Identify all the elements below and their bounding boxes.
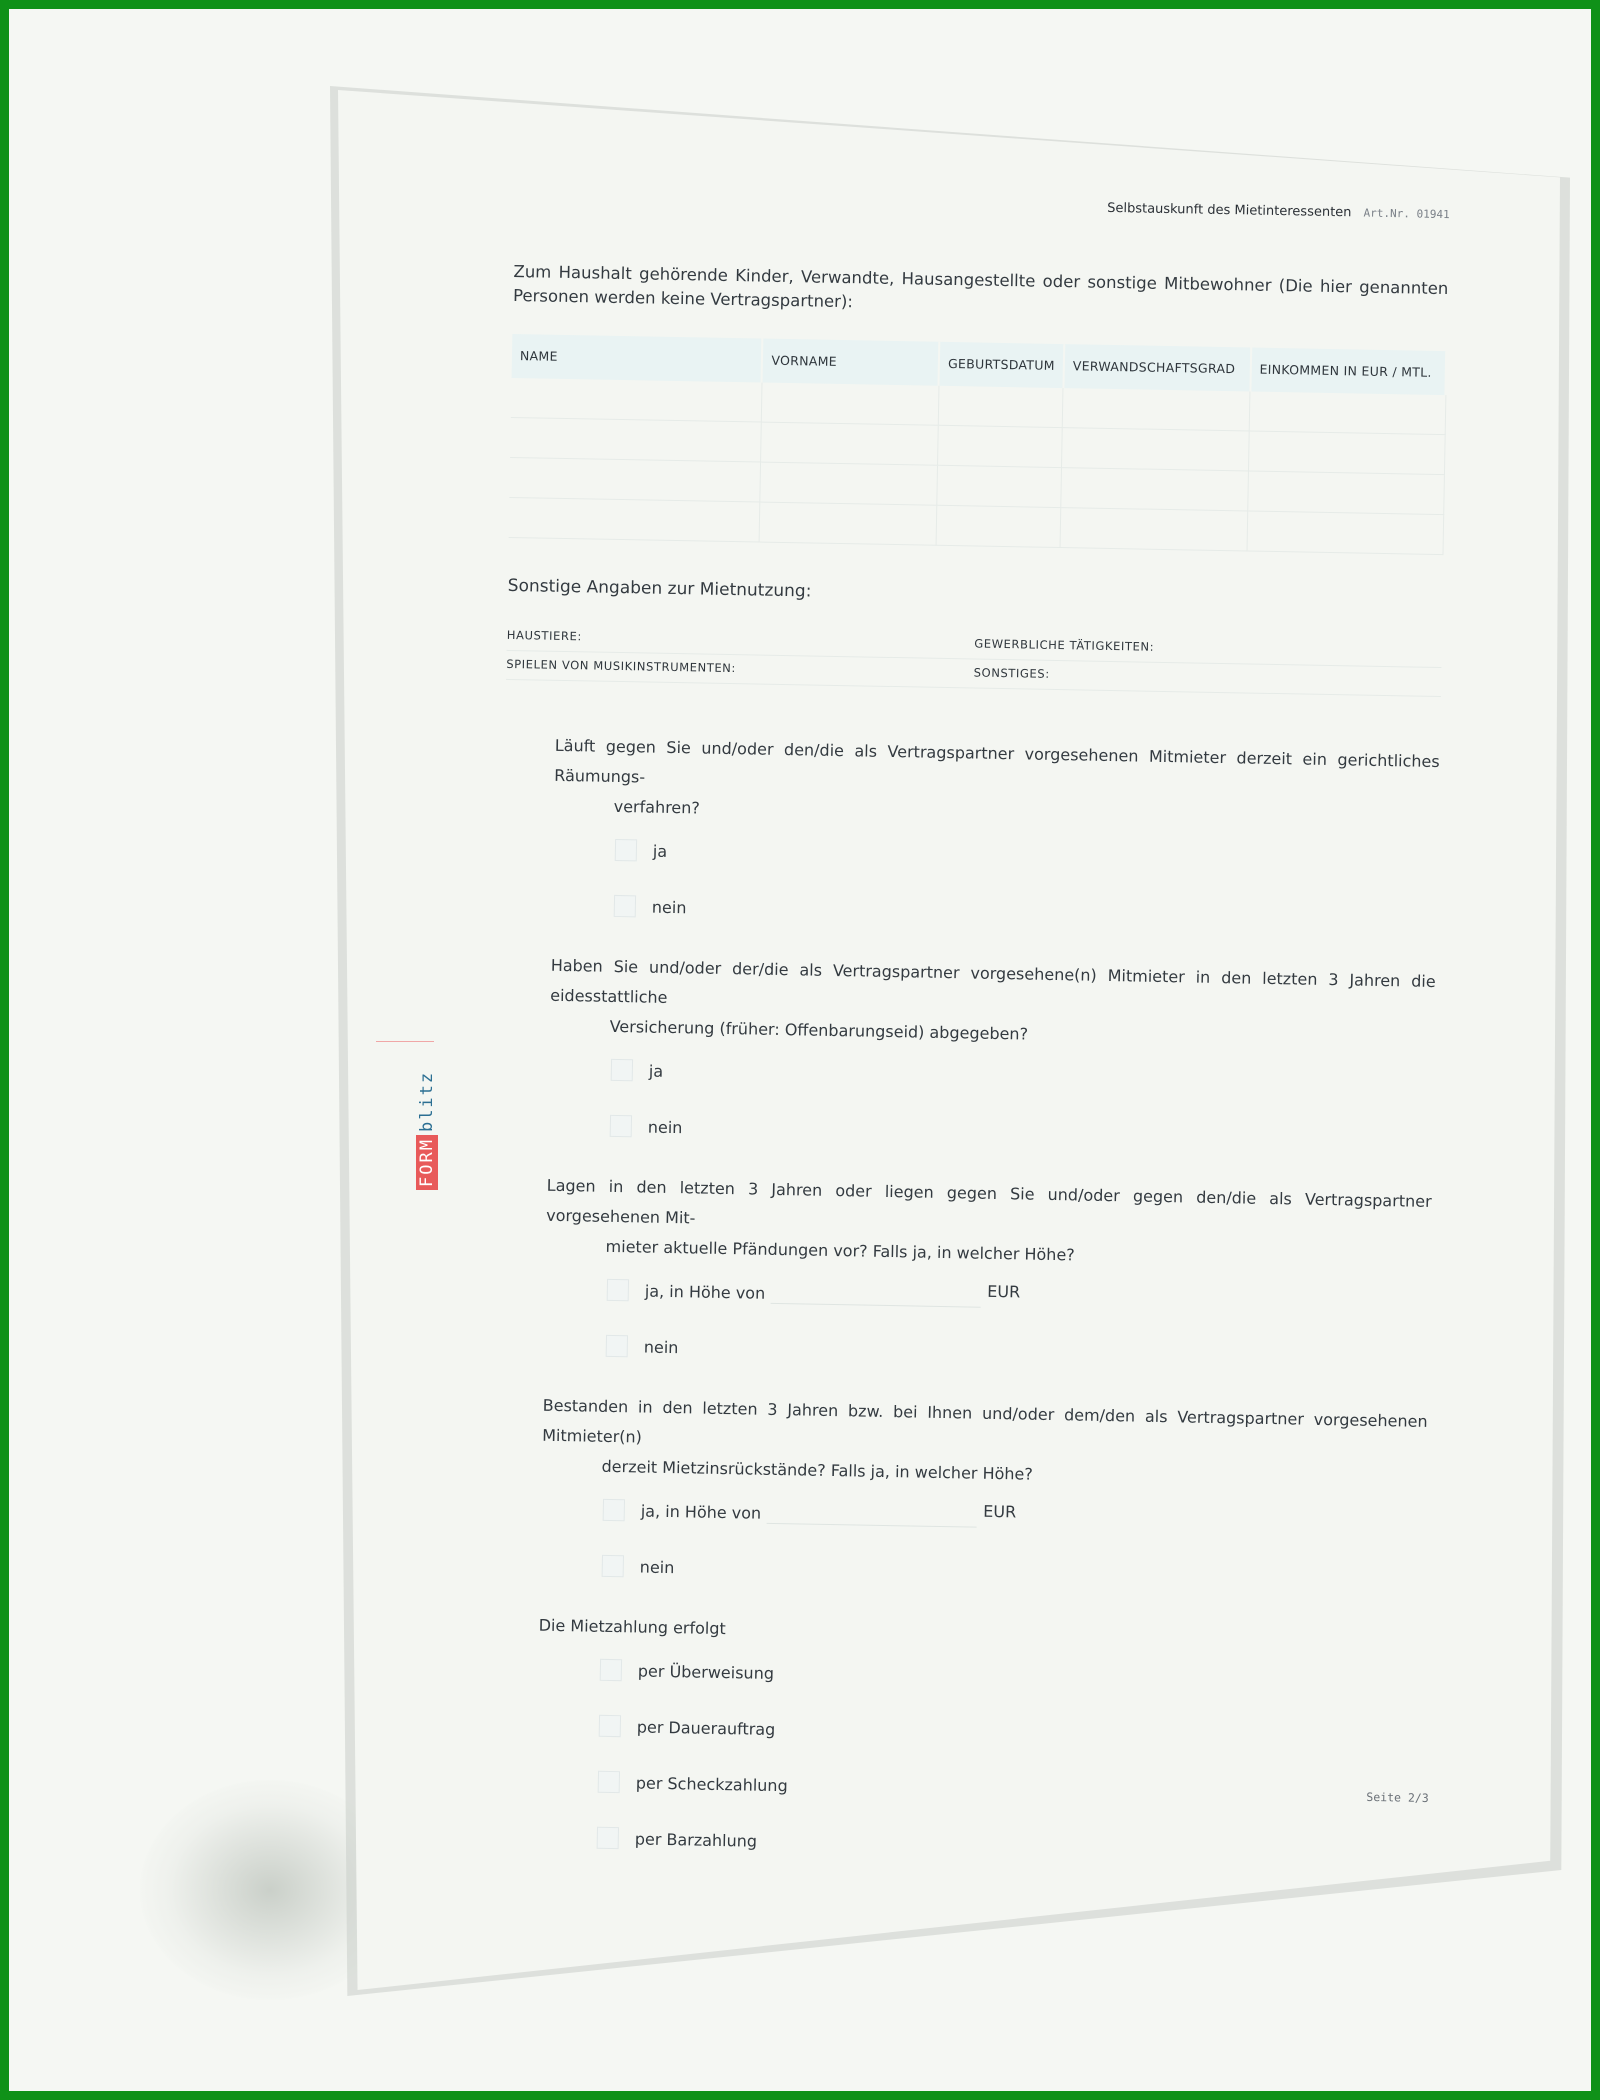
- table-cell[interactable]: [936, 505, 1062, 547]
- table-cell[interactable]: [511, 378, 762, 422]
- currency-label: EUR: [983, 1501, 1017, 1521]
- field-gewerbliche-taetigkeiten[interactable]: GEWERBLICHE TÄTIGKEITEN:: [974, 630, 1442, 668]
- misc-section-title: Sonstige Angaben zur Mietnutzung:: [507, 575, 812, 602]
- document-title: Selbstauskunft des Mietinteressenten: [1107, 200, 1352, 221]
- table-cell[interactable]: [937, 425, 1063, 467]
- checkbox[interactable]: [615, 839, 637, 861]
- question-text: [553, 731, 1440, 837]
- article-number: Art.Nr. 01941: [1363, 206, 1450, 222]
- amount-input[interactable]: [767, 1502, 977, 1527]
- option-label: per Dauerauftrag: [636, 1716, 776, 1739]
- logo-form: FORM: [416, 1135, 438, 1190]
- column-verwandschaftsgrad: VERWANDSCHAFTSGRAD: [1063, 344, 1251, 391]
- checkbox[interactable]: [597, 1827, 619, 1849]
- question-line-1: Läuft gegen Sie und/oder den/die als Vertragspartner vorgesehenen Mitmieter derzeit ein gerichtliches Räumungs-: [554, 735, 1440, 787]
- checkbox[interactable]: [599, 1715, 621, 1737]
- field-sonstiges[interactable]: SONSTIGES:: [973, 659, 1441, 697]
- option-label: ja: [648, 1061, 664, 1081]
- table-cell[interactable]: [760, 462, 937, 505]
- table-cell[interactable]: [761, 383, 938, 426]
- option-label: ja, in Höhe von: [640, 1501, 762, 1523]
- field-haustiere[interactable]: HAUSTIERE:: [507, 622, 975, 660]
- option-label: ja, in Höhe von: [644, 1281, 766, 1303]
- table-cell[interactable]: [1249, 431, 1445, 475]
- table-cell[interactable]: [761, 422, 938, 465]
- checkbox[interactable]: [598, 1771, 620, 1793]
- question-raeumungsverfahren: [551, 731, 1440, 949]
- checkbox[interactable]: [600, 1659, 622, 1681]
- question-line-2: mieter aktuelle Pfändungen vor? Falls ja, in welcher Höhe?: [605, 1236, 1075, 1265]
- checkbox[interactable]: [610, 1115, 632, 1137]
- question-mietzahlung: [534, 1611, 1429, 1881]
- table-cell[interactable]: [1248, 471, 1444, 515]
- question-mietzinsrueckstaende: [539, 1391, 1428, 1609]
- table-cell[interactable]: [509, 497, 760, 542]
- table-cell[interactable]: [1062, 428, 1249, 471]
- amount-input[interactable]: [771, 1282, 981, 1307]
- logo-blitz: blitz: [417, 1070, 437, 1133]
- question-line-1: Bestanden in den letzten 3 Jahren bzw. bei Ihnen und/oder dem/den als Vertragspartner vorgesehenen Mitmieter(n): [542, 1395, 1428, 1447]
- household-intro: Zum Haushalt gehörende Kinder, Verwandte, Hausangestellte oder sonstige Mitbewohner (Die hier genannten Personen werden keine Vertragspartner):: [512, 261, 1449, 312]
- table-cell[interactable]: [1249, 392, 1445, 435]
- column-einkommen: EINKOMMEN IN EUR / MTL.: [1250, 348, 1446, 396]
- question-line-2: derzeit Mietzinsrückstände? Falls ja, in welcher Höhe?: [601, 1456, 1034, 1484]
- household-table: [509, 334, 1448, 555]
- table-cell[interactable]: [1060, 508, 1247, 551]
- checkbox[interactable]: [603, 1499, 625, 1521]
- table-cell[interactable]: [936, 465, 1062, 507]
- column-geburtsdatum: GEBURTSDATUM: [939, 342, 1065, 388]
- page-number: Seite 2/3: [1366, 1789, 1429, 1806]
- question-line-1: Haben Sie und/oder der/die als Vertragspartner vorgesehene(n) Mitmieter in den letzten 3 Jahren die eidesstattliche: [550, 955, 1436, 1007]
- question-line-2: Versicherung (früher: Offenbarungseid) abgegeben?: [609, 1016, 1029, 1044]
- option-label: nein: [639, 1557, 675, 1577]
- table-cell[interactable]: [510, 417, 761, 462]
- field-musikinstrumente[interactable]: SPIELEN VON MUSIKINSTRUMENTEN:: [506, 651, 974, 689]
- option-label: per Scheckzahlung: [635, 1772, 788, 1795]
- option-label: nein: [647, 1117, 683, 1137]
- option-label: per Überweisung: [637, 1661, 775, 1683]
- question-text: [549, 951, 1436, 1057]
- question-pfaendungen: [543, 1171, 1432, 1389]
- misc-fields: [506, 622, 1442, 697]
- question-line-2: verfahren?: [613, 796, 701, 818]
- table-cell[interactable]: [1061, 468, 1248, 511]
- option-label: ja: [652, 841, 668, 861]
- brand-rule: [376, 1041, 434, 1042]
- question-line-1: Die Mietzahlung erfolgt: [538, 1615, 726, 1639]
- option-label: per Barzahlung: [634, 1828, 758, 1851]
- table-cell[interactable]: [509, 457, 760, 502]
- checkbox[interactable]: [611, 1059, 633, 1081]
- column-name: NAME: [512, 334, 763, 383]
- question-eidesstattliche-versicherung: [547, 951, 1436, 1169]
- checkbox[interactable]: [606, 1335, 628, 1357]
- option-label: nein: [651, 897, 687, 917]
- table-cell[interactable]: [1247, 511, 1443, 555]
- checkbox[interactable]: [607, 1279, 629, 1301]
- checkbox[interactable]: [614, 895, 636, 917]
- question-line-1: Lagen in den letzten 3 Jahren oder liegen gegen Sie und/oder gegen den/die als Vertragspartner vorgesehenen Mit-: [546, 1175, 1432, 1228]
- currency-label: EUR: [987, 1281, 1021, 1301]
- question-text: [545, 1171, 1432, 1277]
- formblitz-logo: [416, 1068, 438, 1190]
- table-cell[interactable]: [1063, 388, 1250, 431]
- question-text: [541, 1391, 1428, 1497]
- checkbox[interactable]: [602, 1555, 624, 1577]
- column-vorname: VORNAME: [762, 339, 939, 386]
- option-label: nein: [643, 1337, 679, 1357]
- questions-section: [484, 730, 1440, 1881]
- table-cell[interactable]: [759, 502, 936, 545]
- page-content: [484, 190, 1450, 1881]
- table-cell[interactable]: [938, 386, 1064, 428]
